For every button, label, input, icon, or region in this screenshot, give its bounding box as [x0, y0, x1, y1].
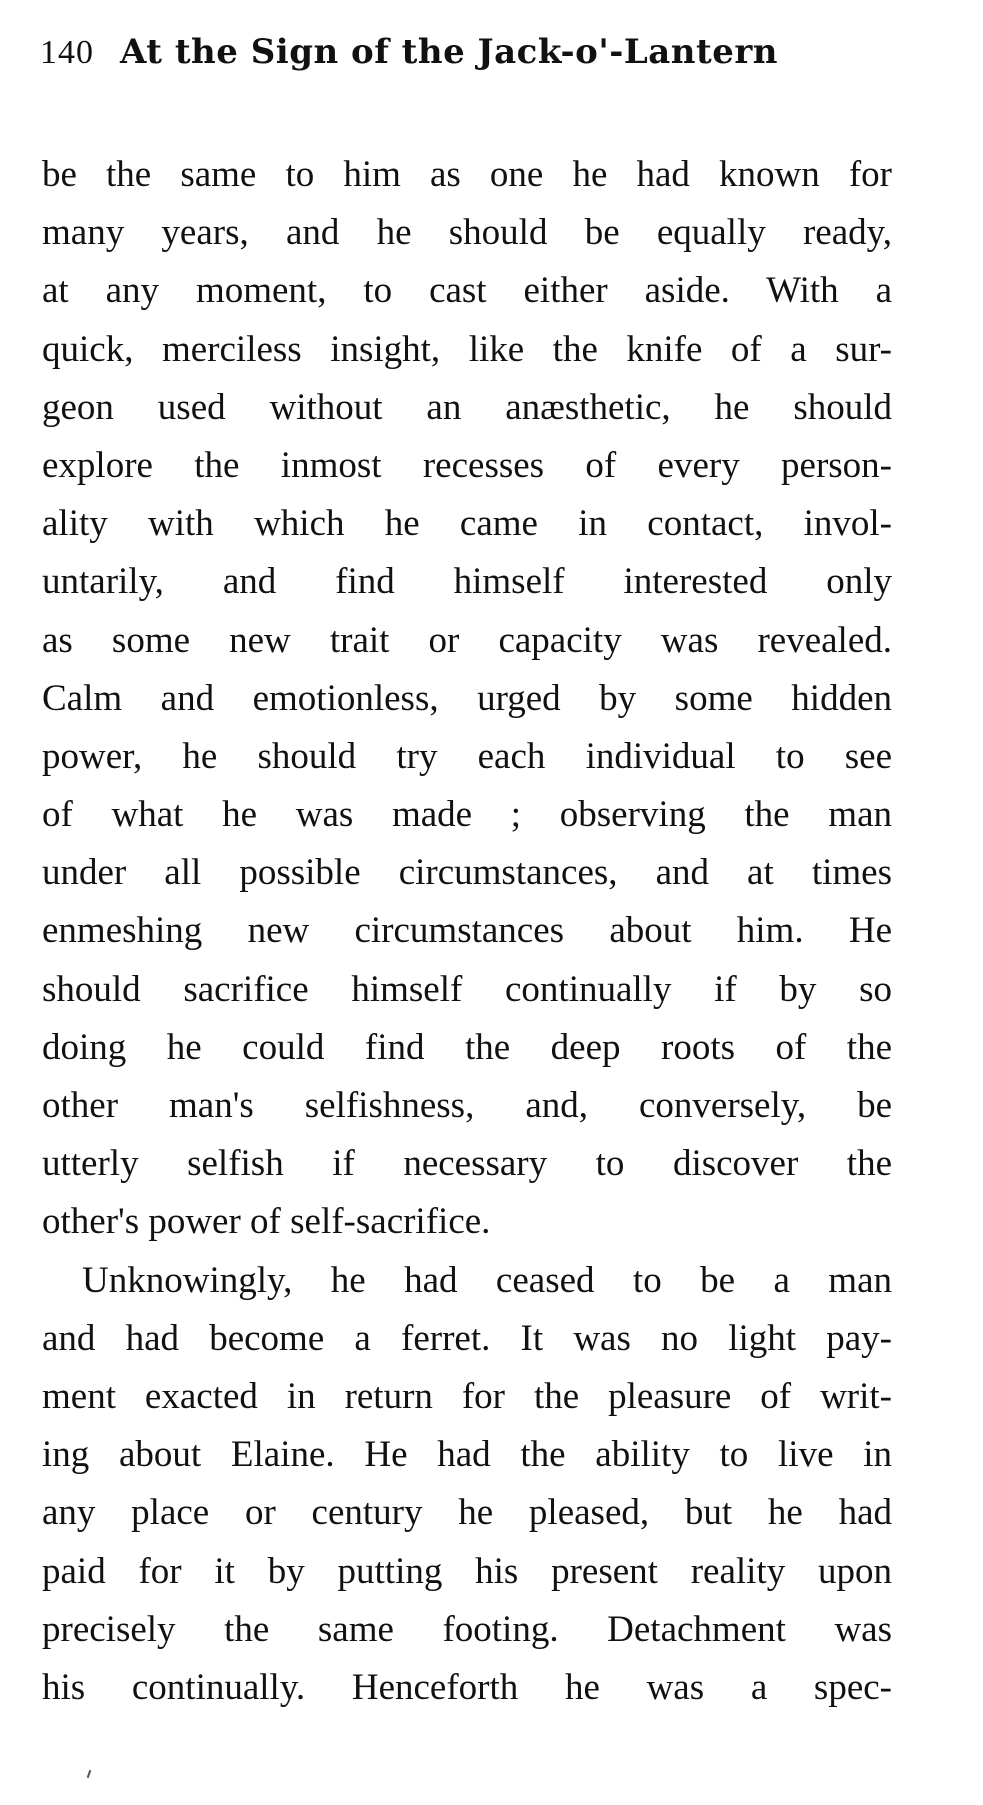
text-line: ality with which he came in contact, invol- — [42, 503, 892, 545]
text-line: ment exacted in return for the pleasure of writ- — [42, 1375, 892, 1417]
text-line: ing about Elaine. He had the ability to live in — [42, 1434, 892, 1476]
text-line: enmeshing new circumstances about him. He — [42, 910, 892, 952]
text-line: utterly selfish if necessary to discover the — [42, 1143, 892, 1185]
text-line: other man's selfishness, and, conversely, be — [42, 1085, 892, 1126]
text-line: many years, and he should be equally ready, — [42, 212, 892, 254]
running-head — [40, 22, 920, 82]
text-line: of what he was made ; observing the man — [42, 794, 892, 836]
text-line: should sacrifice himself continually if by so — [42, 968, 892, 1010]
body-text — [42, 146, 892, 1717]
text-line: paid for it by putting his present reality upon — [42, 1550, 892, 1592]
text-line: precisely the same footing. Detachment was — [42, 1608, 892, 1650]
text-line: other's power of self-sacrifice. — [42, 1201, 491, 1243]
text-line: as some new trait or capacity was revealed. — [42, 619, 892, 661]
text-line: explore the inmost recesses of every person- — [42, 444, 892, 486]
text-line: quick, merciless insight, like the knife of a sur- — [42, 328, 892, 370]
text-line: Calm and emotionless, urged by some hidden — [42, 677, 892, 719]
text-line: at any moment, to cast either aside. With a — [42, 270, 892, 312]
text-line: doing he could find the deep roots of the — [42, 1026, 892, 1068]
text-line: under all possible circumstances, and at times — [42, 852, 892, 894]
page-number: 140 — [40, 34, 94, 71]
text-line: any place or century he pleased, but he had — [42, 1492, 892, 1534]
scan-speck — [87, 1770, 92, 1778]
text-line: Unknowingly, he had ceased to be a man — [82, 1259, 892, 1301]
text-line: geon used without an anæsthetic, he should — [42, 386, 892, 428]
text-line: and had become a ferret. It was no light pay- — [42, 1317, 892, 1359]
running-title: At the Sign of the Jack-o'-Lantern — [120, 32, 778, 72]
text-line: untarily, and find himself interested only — [42, 561, 892, 603]
text-line: his continually. Henceforth he was a spec- — [42, 1666, 892, 1708]
text-line: be the same to him as one he had known for — [42, 154, 892, 195]
text-line: power, he should try each individual to see — [42, 735, 892, 777]
